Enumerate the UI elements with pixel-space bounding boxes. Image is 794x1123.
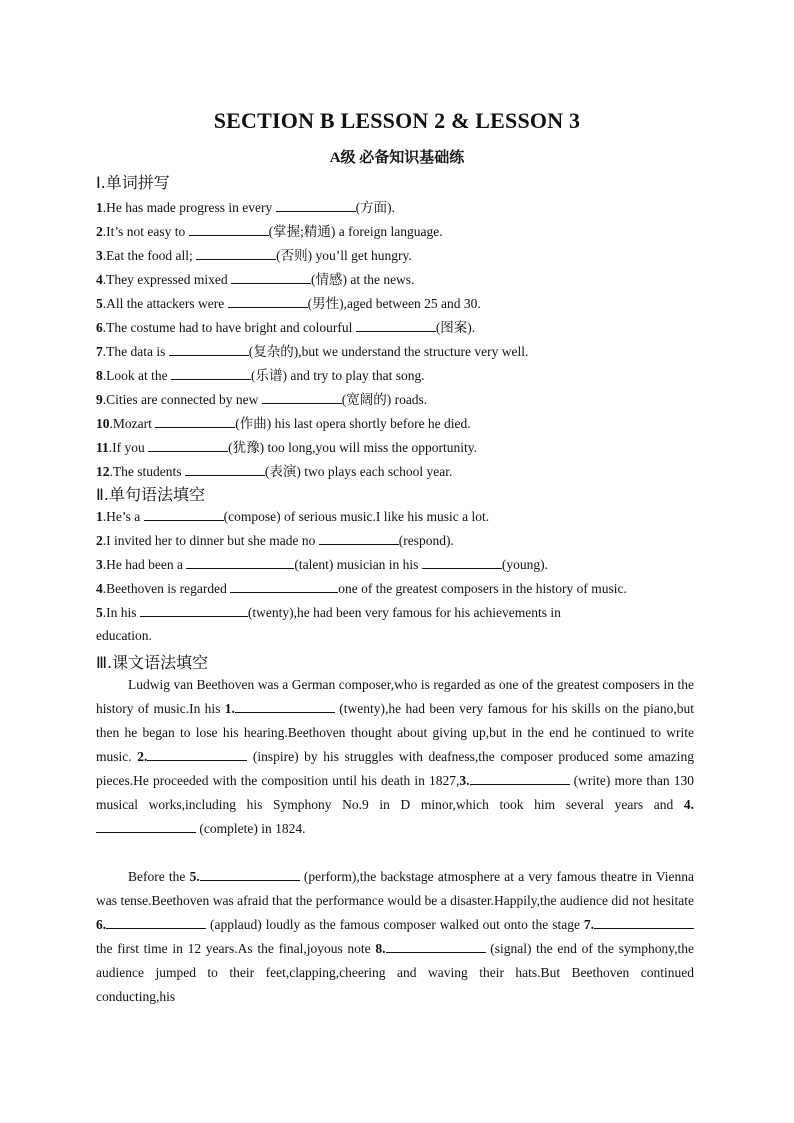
answer-blank[interactable] [231,271,311,284]
question-text: .He had been a [102,557,187,572]
question-number: 7 [96,344,103,359]
question-number: 4 [96,581,103,596]
question-text: .Beethoven is regarded [102,581,231,596]
question-text: (图案). [435,320,476,335]
answer-blank[interactable] [186,556,294,569]
question-continuation [96,628,696,644]
question-text: .In his [102,605,140,620]
passage-text: (write) more than 130 musical works,including his Symphony No.9 in D minor,which took him several years and [96,773,694,812]
question-text: (compose) of serious music.I like his music a lot. [223,509,490,524]
answer-blank[interactable] [147,748,247,761]
question-text: .The costume had to have bright and colourful [102,320,356,335]
question-number: 8 [96,368,103,383]
question-item [96,436,696,456]
question-text: (犹豫) too long,you will miss the opportunity. [228,440,478,455]
blank-number: 2. [137,749,148,764]
question-text: .He has made progress in every [102,200,276,215]
passage-text: (inspire) by his struggles with deafness,the composer produced some amazing pieces.He proceeded with the composition until his death in 1827, [96,749,694,788]
answer-blank[interactable] [594,916,694,929]
question-number: 5 [96,605,103,620]
blank-number: 6. [96,917,107,932]
answer-blank[interactable] [386,940,486,953]
passage-text: Before the [128,869,190,884]
answer-blank[interactable] [230,580,338,593]
answer-blank[interactable] [235,700,335,713]
question-number: 9 [96,392,103,407]
question-text: one of the greatest composers in the history of music. [338,581,627,596]
question-item [96,508,696,525]
passage-paragraph-2 [96,865,694,1009]
section-heading-1: Ⅰ.单词拼写 [96,173,170,192]
question-item [96,316,696,336]
question-number: 2 [96,533,103,548]
question-item [96,220,696,240]
answer-blank[interactable] [262,391,342,404]
question-text: (男性),aged between 25 and 30. [307,296,481,311]
question-text: education. [96,628,152,643]
answer-blank[interactable] [148,439,228,452]
answer-blank[interactable] [276,199,356,212]
page-subtitle: A级 必备知识基础练 [329,150,465,166]
question-text: .He’s a [102,509,144,524]
passage-text: (signal) the end of the symphony,the audience jumped to their feet,clapping,cheering and waving their hats.But Beethoven continued conducting,his [96,941,694,1004]
question-item [96,604,696,621]
question-item [96,268,696,288]
question-text: (twenty),he had been very famous for his achievements in [247,605,561,620]
question-text: .Eat the food all; [102,248,197,263]
question-text: .Cities are connected by new [102,392,262,407]
question-number: 10 [96,416,110,431]
answer-blank[interactable] [196,247,276,260]
passage-text: the first time in 12 years.As the final,joyous note [96,941,376,956]
question-item [96,412,696,432]
question-text: .I invited her to dinner but she made no [102,533,319,548]
answer-blank[interactable] [144,508,224,521]
question-item [96,244,696,264]
question-text: .The data is [102,344,169,359]
blank-number: 1. [224,701,235,716]
question-number: 3 [96,557,103,572]
question-number: 11 [96,440,109,455]
question-number: 2 [96,224,103,239]
question-item [96,388,696,408]
answer-blank[interactable] [106,916,206,929]
answer-blank[interactable] [171,367,251,380]
question-item [96,556,696,573]
question-text: .They expressed mixed [102,272,231,287]
question-number: 4 [96,272,103,287]
question-number: 3 [96,248,103,263]
question-text: (方面). [355,200,395,215]
question-text: .If you [108,440,149,455]
passage-text: Ludwig van Beethoven was a German composer,who is regarded as one of the greatest composers in the history of music.In his [96,677,694,716]
question-item [96,580,696,597]
question-number: 12 [96,464,110,479]
question-text: .It’s not easy to [102,224,189,239]
question-text: (宽阔的) roads. [341,392,428,407]
answer-blank[interactable] [189,223,269,236]
answer-blank[interactable] [470,772,570,785]
question-text: (掌握;精通) a foreign language. [268,224,443,239]
question-number: 5 [96,296,103,311]
question-item [96,196,696,216]
answer-blank[interactable] [155,415,235,428]
passage-paragraph-1 [96,673,694,841]
answer-blank[interactable] [319,532,399,545]
question-text: (情感) at the news. [310,272,415,287]
passage-text: (perform),the backstage atmosphere at a very famous theatre in Vienna was tense.Beethoven was afraid that the performance would be a disaster.Happily,the audience did not hesitate [96,869,695,908]
passage-text: (applaud) loudly as the famous composer walked out onto the stage [206,917,584,932]
answer-blank[interactable] [185,463,265,476]
page-title: SECTION B LESSON 2 & LESSON 3 [213,108,581,133]
section-heading-2: Ⅱ.单句语法填空 [96,485,205,504]
question-text: (talent) musician in his [294,557,422,572]
question-text: .Look at the [102,368,171,383]
question-text: (young). [501,557,548,572]
blank-number: 8. [375,941,386,956]
question-text: .All the attackers were [102,296,228,311]
question-number: 6 [96,320,103,335]
answer-blank[interactable] [228,295,308,308]
question-item [96,292,696,312]
answer-blank[interactable] [422,556,502,569]
question-text: (复杂的),but we understand the structure very well. [248,344,529,359]
question-text: (respond). [398,533,454,548]
question-text: (表演) two plays each school year. [264,464,453,479]
answer-blank[interactable] [200,868,300,881]
blank-number: 4. [683,797,694,812]
blank-number: 7. [583,917,594,932]
question-item [96,532,696,549]
question-item [96,364,696,384]
blank-number: 3. [459,773,470,788]
answer-blank[interactable] [140,604,248,617]
passage-text: (twenty),he had been very famous for his skills on the piano,but then he began to lose his hearing.Beethoven thought about giving up,but in the end he continued to write music. [96,701,694,764]
answer-blank[interactable] [169,343,249,356]
question-number: 1 [96,200,103,215]
question-text: (否则) you’ll get hungry. [276,248,412,263]
answer-blank[interactable] [356,319,436,332]
passage-text: (complete) in 1824. [196,821,306,836]
answer-blank[interactable] [96,820,196,833]
question-text: .The students [109,464,185,479]
blank-number: 5. [189,869,200,884]
question-text: (作曲) his last opera shortly before he died. [235,416,471,431]
question-number: 1 [96,509,103,524]
question-item [96,340,696,360]
question-text: .Mozart [109,416,156,431]
question-text: (乐谱) and try to play that song. [250,368,425,383]
section-heading-3: Ⅲ.课文语法填空 [96,653,209,672]
question-item [96,460,696,480]
